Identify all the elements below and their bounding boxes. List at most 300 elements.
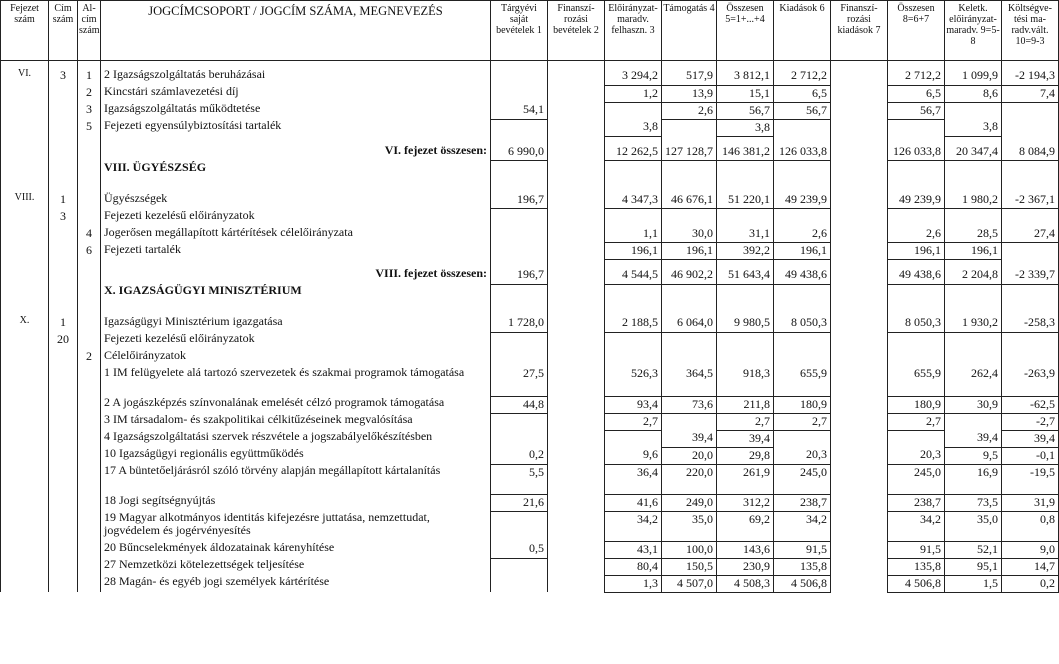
value-cell-col-3: 1,3 — [605, 575, 662, 592]
value-cell-col-5: 143,6 — [717, 541, 774, 558]
item-name: 2 Igazságszolgáltatás beruházásai — [101, 68, 491, 85]
fej-cell — [1, 102, 49, 119]
spacer-cell — [548, 260, 605, 268]
value-cell-col-10 — [1002, 102, 1059, 119]
value-cell-col-4: 127 128,7 — [662, 144, 717, 161]
value-cell-col-1: 196,7 — [491, 192, 548, 209]
value-cell-col-5 — [717, 332, 774, 349]
spacer-row — [1, 185, 1059, 192]
value-cell-col-2 — [548, 226, 605, 243]
spacer-cell — [1, 136, 49, 144]
value-cell-col-9 — [945, 332, 1002, 349]
value-cell-col-3: 43,1 — [605, 541, 662, 558]
value-cell-col-6: 49 239,9 — [774, 192, 831, 209]
fej-cell — [1, 85, 49, 102]
spacer-cell — [1002, 136, 1059, 144]
spacer-cell — [662, 185, 717, 192]
value-cell-col-6: 135,8 — [774, 558, 831, 575]
value-cell-col-5: 230,9 — [717, 558, 774, 575]
value-cell-col-1 — [491, 558, 548, 575]
alcim-cell: 1 — [78, 68, 101, 85]
value-cell-col-3: 1,2 — [605, 85, 662, 102]
value-cell-col-6: 49 438,6 — [774, 267, 831, 284]
spacer-cell — [1, 61, 49, 69]
value-cell-col-9: 35,0 — [945, 511, 1002, 541]
item-name: Fejezeti kezelésű előirányzatok — [101, 332, 491, 349]
header-col-3: Előirányzat-maradv. felhaszn. 3 — [605, 1, 662, 61]
header-col-8: Összesen 8=6+7 — [888, 1, 945, 61]
value-cell-col-9 — [945, 209, 1002, 226]
alcim-cell — [78, 494, 101, 511]
spacer-cell — [662, 136, 717, 144]
fej-cell — [1, 464, 49, 494]
spacer-cell — [888, 61, 945, 69]
alcim-cell — [78, 284, 101, 308]
value-cell-col-5: 146 381,2 — [717, 144, 774, 161]
value-cell-col-6: 56,7 — [774, 102, 831, 119]
value-cell-col-1: 1 728,0 — [491, 315, 548, 332]
value-cell-col-9: 2 204,8 — [945, 267, 1002, 284]
value-cell-col-1 — [491, 161, 548, 185]
fej-cell — [1, 447, 49, 464]
value-cell-col-2 — [548, 511, 605, 541]
item-name: Fejezeti tartalék — [101, 243, 491, 260]
header-col-2: Finanszí-rozási bevételek 2 — [548, 1, 605, 61]
spacer-cell — [491, 260, 548, 268]
item-name: 18 Jogi segítségnyújtás — [101, 494, 491, 511]
alcim-cell — [78, 413, 101, 430]
value-cell-col-6 — [774, 349, 831, 366]
value-cell-col-3: 12 262,5 — [605, 144, 662, 161]
cim-cell — [49, 575, 78, 592]
spacer-cell — [945, 308, 1002, 315]
value-cell-col-10: -0,1 — [1002, 447, 1059, 464]
spacer-cell — [1002, 260, 1059, 268]
value-cell-col-3: 4 347,3 — [605, 192, 662, 209]
alcim-cell: 2 — [78, 85, 101, 102]
table-row — [1, 430, 1059, 447]
item-name: 4 Igazságszolgáltatási szervek részvétele a jogszabályelőkészítésben — [101, 430, 491, 447]
spacer-cell — [831, 61, 888, 69]
value-cell-col-3: 196,1 — [605, 243, 662, 260]
value-cell-col-3: 3,8 — [605, 119, 662, 136]
value-cell-col-4 — [662, 119, 717, 136]
value-cell-col-4: 364,5 — [662, 366, 717, 396]
value-cell-col-8: 245,0 — [888, 464, 945, 494]
item-name: Fejezeti kezelésű előirányzatok — [101, 209, 491, 226]
alcim-cell — [78, 575, 101, 592]
value-cell-col-6: 238,7 — [774, 494, 831, 511]
value-cell-col-9: 1 099,9 — [945, 68, 1002, 85]
value-cell-col-6: 2 712,2 — [774, 68, 831, 85]
spacer-cell — [548, 308, 605, 315]
spacer-cell — [717, 136, 774, 144]
value-cell-col-1 — [491, 349, 548, 366]
cim-cell — [49, 541, 78, 558]
value-cell-col-3: 1,1 — [605, 226, 662, 243]
value-cell-col-8: 655,9 — [888, 366, 945, 396]
spacer-cell — [662, 260, 717, 268]
value-cell-col-1 — [491, 226, 548, 243]
cim-cell — [49, 284, 78, 308]
fej-cell: VI. — [1, 68, 49, 85]
value-cell-col-5: 918,3 — [717, 366, 774, 396]
value-cell-col-2 — [548, 161, 605, 185]
value-cell-col-10: 0,2 — [1002, 575, 1059, 592]
spacer-cell — [1002, 308, 1059, 315]
value-cell-col-1: 5,5 — [491, 464, 548, 494]
value-cell-col-8: 2,7 — [888, 413, 945, 430]
value-cell-col-1 — [491, 209, 548, 226]
spacer-cell — [831, 136, 888, 144]
value-cell-col-5 — [717, 284, 774, 308]
value-cell-col-10: -258,3 — [1002, 315, 1059, 332]
value-cell-col-2 — [548, 267, 605, 284]
header-cim: Cím szám — [49, 1, 78, 61]
value-cell-col-9: 95,1 — [945, 558, 1002, 575]
item-name: Kincstári számlavezetési díj — [101, 85, 491, 102]
value-cell-col-2 — [548, 85, 605, 102]
alcim-cell: 5 — [78, 119, 101, 136]
value-cell-col-9: 1,5 — [945, 575, 1002, 592]
table-row — [1, 575, 1059, 592]
header-title: JOGCÍMCSOPORT / JOGCÍM SZÁMA, MEGNEVEZÉS — [101, 1, 491, 61]
value-cell-col-5: 2,7 — [717, 413, 774, 430]
alcim-cell — [78, 541, 101, 558]
spacer-cell — [1, 308, 49, 315]
value-cell-col-5: 15,1 — [717, 85, 774, 102]
cim-cell — [49, 144, 78, 161]
spacer-cell — [945, 260, 1002, 268]
spacer-cell — [888, 308, 945, 315]
section-heading: X. IGAZSÁGÜGYI MINISZTÉRIUM — [101, 284, 491, 308]
value-cell-col-4 — [662, 161, 717, 185]
value-cell-col-1 — [491, 413, 548, 430]
cim-cell — [49, 267, 78, 284]
value-cell-col-2 — [548, 366, 605, 396]
value-cell-col-7 — [831, 494, 888, 511]
value-cell-col-1: 0,5 — [491, 541, 548, 558]
value-cell-col-4: 249,0 — [662, 494, 717, 511]
value-cell-col-5: 51 643,4 — [717, 267, 774, 284]
value-cell-col-3 — [605, 332, 662, 349]
value-cell-col-3: 3 294,2 — [605, 68, 662, 85]
alcim-cell — [78, 447, 101, 464]
value-cell-col-5 — [717, 209, 774, 226]
value-cell-col-4: 20,0 — [662, 447, 717, 464]
value-cell-col-7 — [831, 366, 888, 396]
spacer-cell — [605, 136, 662, 144]
value-cell-col-7 — [831, 85, 888, 102]
value-cell-col-4: 4 507,0 — [662, 575, 717, 592]
cim-cell — [49, 430, 78, 447]
spacer-cell — [491, 308, 548, 315]
value-cell-col-8: 20,3 — [888, 447, 945, 464]
table-row — [1, 447, 1059, 464]
value-cell-col-10: 7,4 — [1002, 85, 1059, 102]
spacer-cell — [774, 136, 831, 144]
spacer-cell — [605, 308, 662, 315]
value-cell-col-5: 29,8 — [717, 447, 774, 464]
value-cell-col-1 — [491, 430, 548, 447]
value-cell-col-3: 2,7 — [605, 413, 662, 430]
value-cell-col-10 — [1002, 332, 1059, 349]
table-row — [1, 366, 1059, 396]
fej-cell — [1, 144, 49, 161]
value-cell-col-7 — [831, 267, 888, 284]
value-cell-col-9: 1 930,2 — [945, 315, 1002, 332]
value-cell-col-5: 51 220,1 — [717, 192, 774, 209]
value-cell-col-6: 20,3 — [774, 447, 831, 464]
value-cell-col-5: 56,7 — [717, 102, 774, 119]
alcim-cell — [78, 161, 101, 185]
value-cell-col-10: 31,9 — [1002, 494, 1059, 511]
value-cell-col-4: 517,9 — [662, 68, 717, 85]
alcim-cell — [78, 209, 101, 226]
spacer-cell — [78, 136, 101, 144]
value-cell-col-10: 9,0 — [1002, 541, 1059, 558]
value-cell-col-8 — [888, 284, 945, 308]
value-cell-col-5: 69,2 — [717, 511, 774, 541]
header-col-10: Költségve-tési ma-radv.vált. 10=9-3 — [1002, 1, 1059, 61]
value-cell-col-3 — [605, 102, 662, 119]
value-cell-col-8 — [888, 430, 945, 447]
value-cell-col-10 — [1002, 119, 1059, 136]
table-row — [1, 541, 1059, 558]
value-cell-col-7 — [831, 464, 888, 494]
value-cell-col-4: 39,4 — [662, 430, 717, 447]
value-cell-col-1 — [491, 332, 548, 349]
value-cell-col-3: 2 188,5 — [605, 315, 662, 332]
value-cell-col-4 — [662, 413, 717, 430]
value-cell-col-8: 196,1 — [888, 243, 945, 260]
value-cell-col-2 — [548, 575, 605, 592]
value-cell-col-4: 30,0 — [662, 226, 717, 243]
value-cell-col-9: 9,5 — [945, 447, 1002, 464]
fej-cell: X. — [1, 315, 49, 332]
value-cell-col-8: 2 712,2 — [888, 68, 945, 85]
value-cell-col-6 — [774, 161, 831, 185]
value-cell-col-2 — [548, 558, 605, 575]
cim-cell — [49, 511, 78, 541]
table-row — [1, 332, 1059, 349]
spacer-cell — [101, 308, 491, 315]
value-cell-col-3: 80,4 — [605, 558, 662, 575]
value-cell-col-10: -19,5 — [1002, 464, 1059, 494]
fej-cell — [1, 575, 49, 592]
table-row — [1, 558, 1059, 575]
cim-cell: 1 — [49, 315, 78, 332]
table-body — [1, 61, 1059, 593]
value-cell-col-9: 3,8 — [945, 119, 1002, 136]
value-cell-col-10: -62,5 — [1002, 396, 1059, 413]
value-cell-col-3 — [605, 349, 662, 366]
value-cell-col-7 — [831, 575, 888, 592]
value-cell-col-8: 238,7 — [888, 494, 945, 511]
value-cell-col-7 — [831, 144, 888, 161]
value-cell-col-9: 73,5 — [945, 494, 1002, 511]
value-cell-col-10: -2 367,1 — [1002, 192, 1059, 209]
spacer-cell — [605, 185, 662, 192]
spacer-cell — [774, 185, 831, 192]
value-cell-col-3: 93,4 — [605, 396, 662, 413]
cim-cell — [49, 243, 78, 260]
value-cell-col-1: 27,5 — [491, 366, 548, 396]
value-cell-col-10 — [1002, 161, 1059, 185]
spacer-cell — [945, 185, 1002, 192]
value-cell-col-5: 261,9 — [717, 464, 774, 494]
spacer-cell — [491, 136, 548, 144]
value-cell-col-6: 180,9 — [774, 396, 831, 413]
item-name: 20 Bűncselekmények áldozatainak kárenyhítése — [101, 541, 491, 558]
fej-cell — [1, 119, 49, 136]
value-cell-col-10 — [1002, 209, 1059, 226]
item-name: Jogerősen megállapított kártérítések célelőirányzata — [101, 226, 491, 243]
value-cell-col-5 — [717, 161, 774, 185]
item-name: 28 Magán- és egyéb jogi személyek kártérítése — [101, 575, 491, 592]
spacer-cell — [662, 308, 717, 315]
table-row — [1, 192, 1059, 209]
value-cell-col-8 — [888, 209, 945, 226]
spacer-row — [1, 61, 1059, 69]
value-cell-col-9 — [945, 102, 1002, 119]
header-fejezet: Fejezet szám — [1, 1, 49, 61]
cim-cell — [49, 119, 78, 136]
value-cell-col-5: 9 980,5 — [717, 315, 774, 332]
spacer-cell — [774, 260, 831, 268]
spacer-cell — [831, 185, 888, 192]
fej-cell: VIII. — [1, 192, 49, 209]
spacer-row — [1, 136, 1059, 144]
item-name: 10 Igazságügyi regionális együttműködés — [101, 447, 491, 464]
value-cell-col-1: 54,1 — [491, 102, 548, 119]
table-row — [1, 102, 1059, 119]
value-cell-col-6: 245,0 — [774, 464, 831, 494]
value-cell-col-4 — [662, 332, 717, 349]
cim-cell — [49, 161, 78, 185]
spacer-row — [1, 260, 1059, 268]
spacer-cell — [774, 308, 831, 315]
spacer-cell — [662, 61, 717, 69]
value-cell-col-4 — [662, 349, 717, 366]
value-cell-col-6 — [774, 284, 831, 308]
spacer-cell — [717, 260, 774, 268]
value-cell-col-3: 41,6 — [605, 494, 662, 511]
alcim-cell: 6 — [78, 243, 101, 260]
value-cell-col-10: 39,4 — [1002, 430, 1059, 447]
spacer-cell — [548, 136, 605, 144]
item-name: Ügyészségek — [101, 192, 491, 209]
value-cell-col-2 — [548, 332, 605, 349]
spacer-cell — [1, 260, 49, 268]
value-cell-col-2 — [548, 447, 605, 464]
value-cell-col-8: 126 033,8 — [888, 144, 945, 161]
table-row — [1, 119, 1059, 136]
value-cell-col-8 — [888, 349, 945, 366]
alcim-cell — [78, 315, 101, 332]
table-row — [1, 85, 1059, 102]
cim-cell — [49, 226, 78, 243]
value-cell-col-5: 312,2 — [717, 494, 774, 511]
table-row — [1, 413, 1059, 430]
table-row — [1, 464, 1059, 494]
value-cell-col-6: 2,6 — [774, 226, 831, 243]
value-cell-col-10: 8 084,9 — [1002, 144, 1059, 161]
value-cell-col-9: 30,9 — [945, 396, 1002, 413]
spacer-cell — [888, 260, 945, 268]
alcim-cell — [78, 267, 101, 284]
value-cell-col-2 — [548, 315, 605, 332]
fej-cell — [1, 209, 49, 226]
header-col-6: Kiadások 6 — [774, 1, 831, 61]
fej-cell — [1, 226, 49, 243]
value-cell-col-7 — [831, 413, 888, 430]
value-cell-col-10: -263,9 — [1002, 366, 1059, 396]
value-cell-col-3 — [605, 284, 662, 308]
spacer-cell — [101, 61, 491, 69]
value-cell-col-6: 126 033,8 — [774, 144, 831, 161]
item-name: 17 A büntetőeljárásról szóló törvény alapján megállapított kártalanítás — [101, 464, 491, 494]
item-name: 27 Nemzetközi kötelezettségek teljesítése — [101, 558, 491, 575]
spacer-cell — [78, 260, 101, 268]
header-col-9: Keletk. előirányzat-maradv. 9=5-8 — [945, 1, 1002, 61]
fej-cell — [1, 413, 49, 430]
value-cell-col-4 — [662, 284, 717, 308]
value-cell-col-5: 4 508,3 — [717, 575, 774, 592]
value-cell-col-7 — [831, 315, 888, 332]
header-col-5: Összesen 5=1+...+4 — [717, 1, 774, 61]
value-cell-col-6 — [774, 119, 831, 136]
spacer-cell — [831, 308, 888, 315]
item-name: Célelőirányzatok — [101, 349, 491, 366]
value-cell-col-9: 262,4 — [945, 366, 1002, 396]
cim-cell — [49, 494, 78, 511]
spacer-cell — [101, 185, 491, 192]
alcim-cell: 3 — [78, 102, 101, 119]
value-cell-col-7 — [831, 284, 888, 308]
table-row — [1, 349, 1059, 366]
spacer-cell — [49, 61, 78, 69]
cim-cell: 1 — [49, 192, 78, 209]
spacer-cell — [831, 260, 888, 268]
value-cell-col-8: 49 239,9 — [888, 192, 945, 209]
value-cell-col-2 — [548, 284, 605, 308]
spacer-cell — [1002, 185, 1059, 192]
value-cell-col-4: 196,1 — [662, 243, 717, 260]
value-cell-col-3: 4 544,5 — [605, 267, 662, 284]
spacer-cell — [717, 308, 774, 315]
value-cell-col-7 — [831, 332, 888, 349]
value-cell-col-6: 4 506,8 — [774, 575, 831, 592]
table-row — [1, 209, 1059, 226]
value-cell-col-8: 34,2 — [888, 511, 945, 541]
spacer-cell — [101, 260, 491, 268]
value-cell-col-4: 100,0 — [662, 541, 717, 558]
spacer-cell — [1002, 61, 1059, 69]
spacer-cell — [888, 185, 945, 192]
alcim-cell — [78, 144, 101, 161]
alcim-cell — [78, 430, 101, 447]
value-cell-col-6: 91,5 — [774, 541, 831, 558]
value-cell-col-8: 2,6 — [888, 226, 945, 243]
value-cell-col-4: 150,5 — [662, 558, 717, 575]
fej-cell — [1, 430, 49, 447]
cim-cell — [49, 366, 78, 396]
cim-cell — [49, 413, 78, 430]
value-cell-col-1: 6 990,0 — [491, 144, 548, 161]
value-cell-col-3 — [605, 430, 662, 447]
value-cell-col-3: 9,6 — [605, 447, 662, 464]
